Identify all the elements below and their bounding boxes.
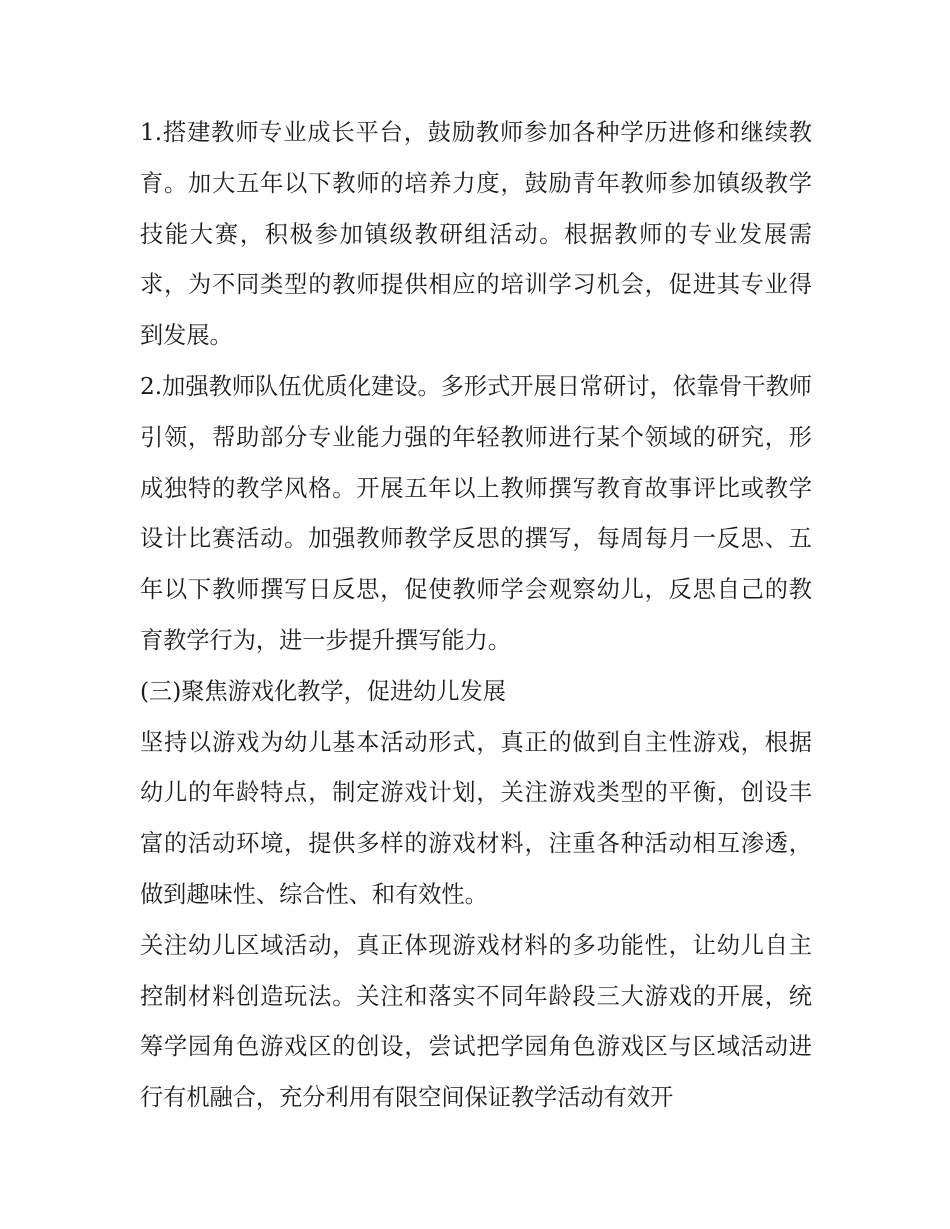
document-body <box>140 108 812 1124</box>
paragraph-game-based-activity: 坚持以游戏为幼儿基本活动形式，真正的做到自主性游戏，根据幼儿的年龄特点，制定游戏计划，关注游戏类型的平衡，创设丰富的活动环境，提供多样的游戏材料，注重各种活动相互渗透，做到趣味性、综合性、和有效性。 <box>140 728 812 908</box>
paragraph-area-activities: 关注幼儿区域活动，真正体现游戏材料的多功能性，让幼儿自主控制材料创造玩法。关注和落实不同年龄段三大游戏的开展，统筹学园角色游戏区的创设，尝试把学园角色游戏区与区域活动进行有机融合，充分利用有限空间保证教学活动有效开 <box>140 931 812 1112</box>
paragraph-teacher-team-building: 2.加强教师队伍优质化建设。多形式开展日常研讨，依靠骨干教师引领，帮助部分专业能力强的年轻教师进行某个领域的研究，形成独特的教学风格。开展五年以上教师撰写教育故事评比或教学设计比赛活动。加强教师教学反思的撰写，每周每月一反思、五年以下教师撰写日反思，促使教师学会观察幼儿，反思自己的教育教学行为，进一步提升撰写能力。 <box>140 372 812 654</box>
section-heading-game-teaching: (三)聚焦游戏化教学，促进幼儿发展 <box>140 677 506 705</box>
paragraph-teacher-growth-platform: 1.搭建教师专业成长平台，鼓励教师参加各种学历进修和继续教育。加大五年以下教师的培养力度，鼓励青年教师参加镇级教学技能大赛，积极参加镇级教研组活动。根据教师的专业发展需求，为不同类型的教师提供相应的培训学习机会，促进其专业得到发展。 <box>140 119 812 350</box>
